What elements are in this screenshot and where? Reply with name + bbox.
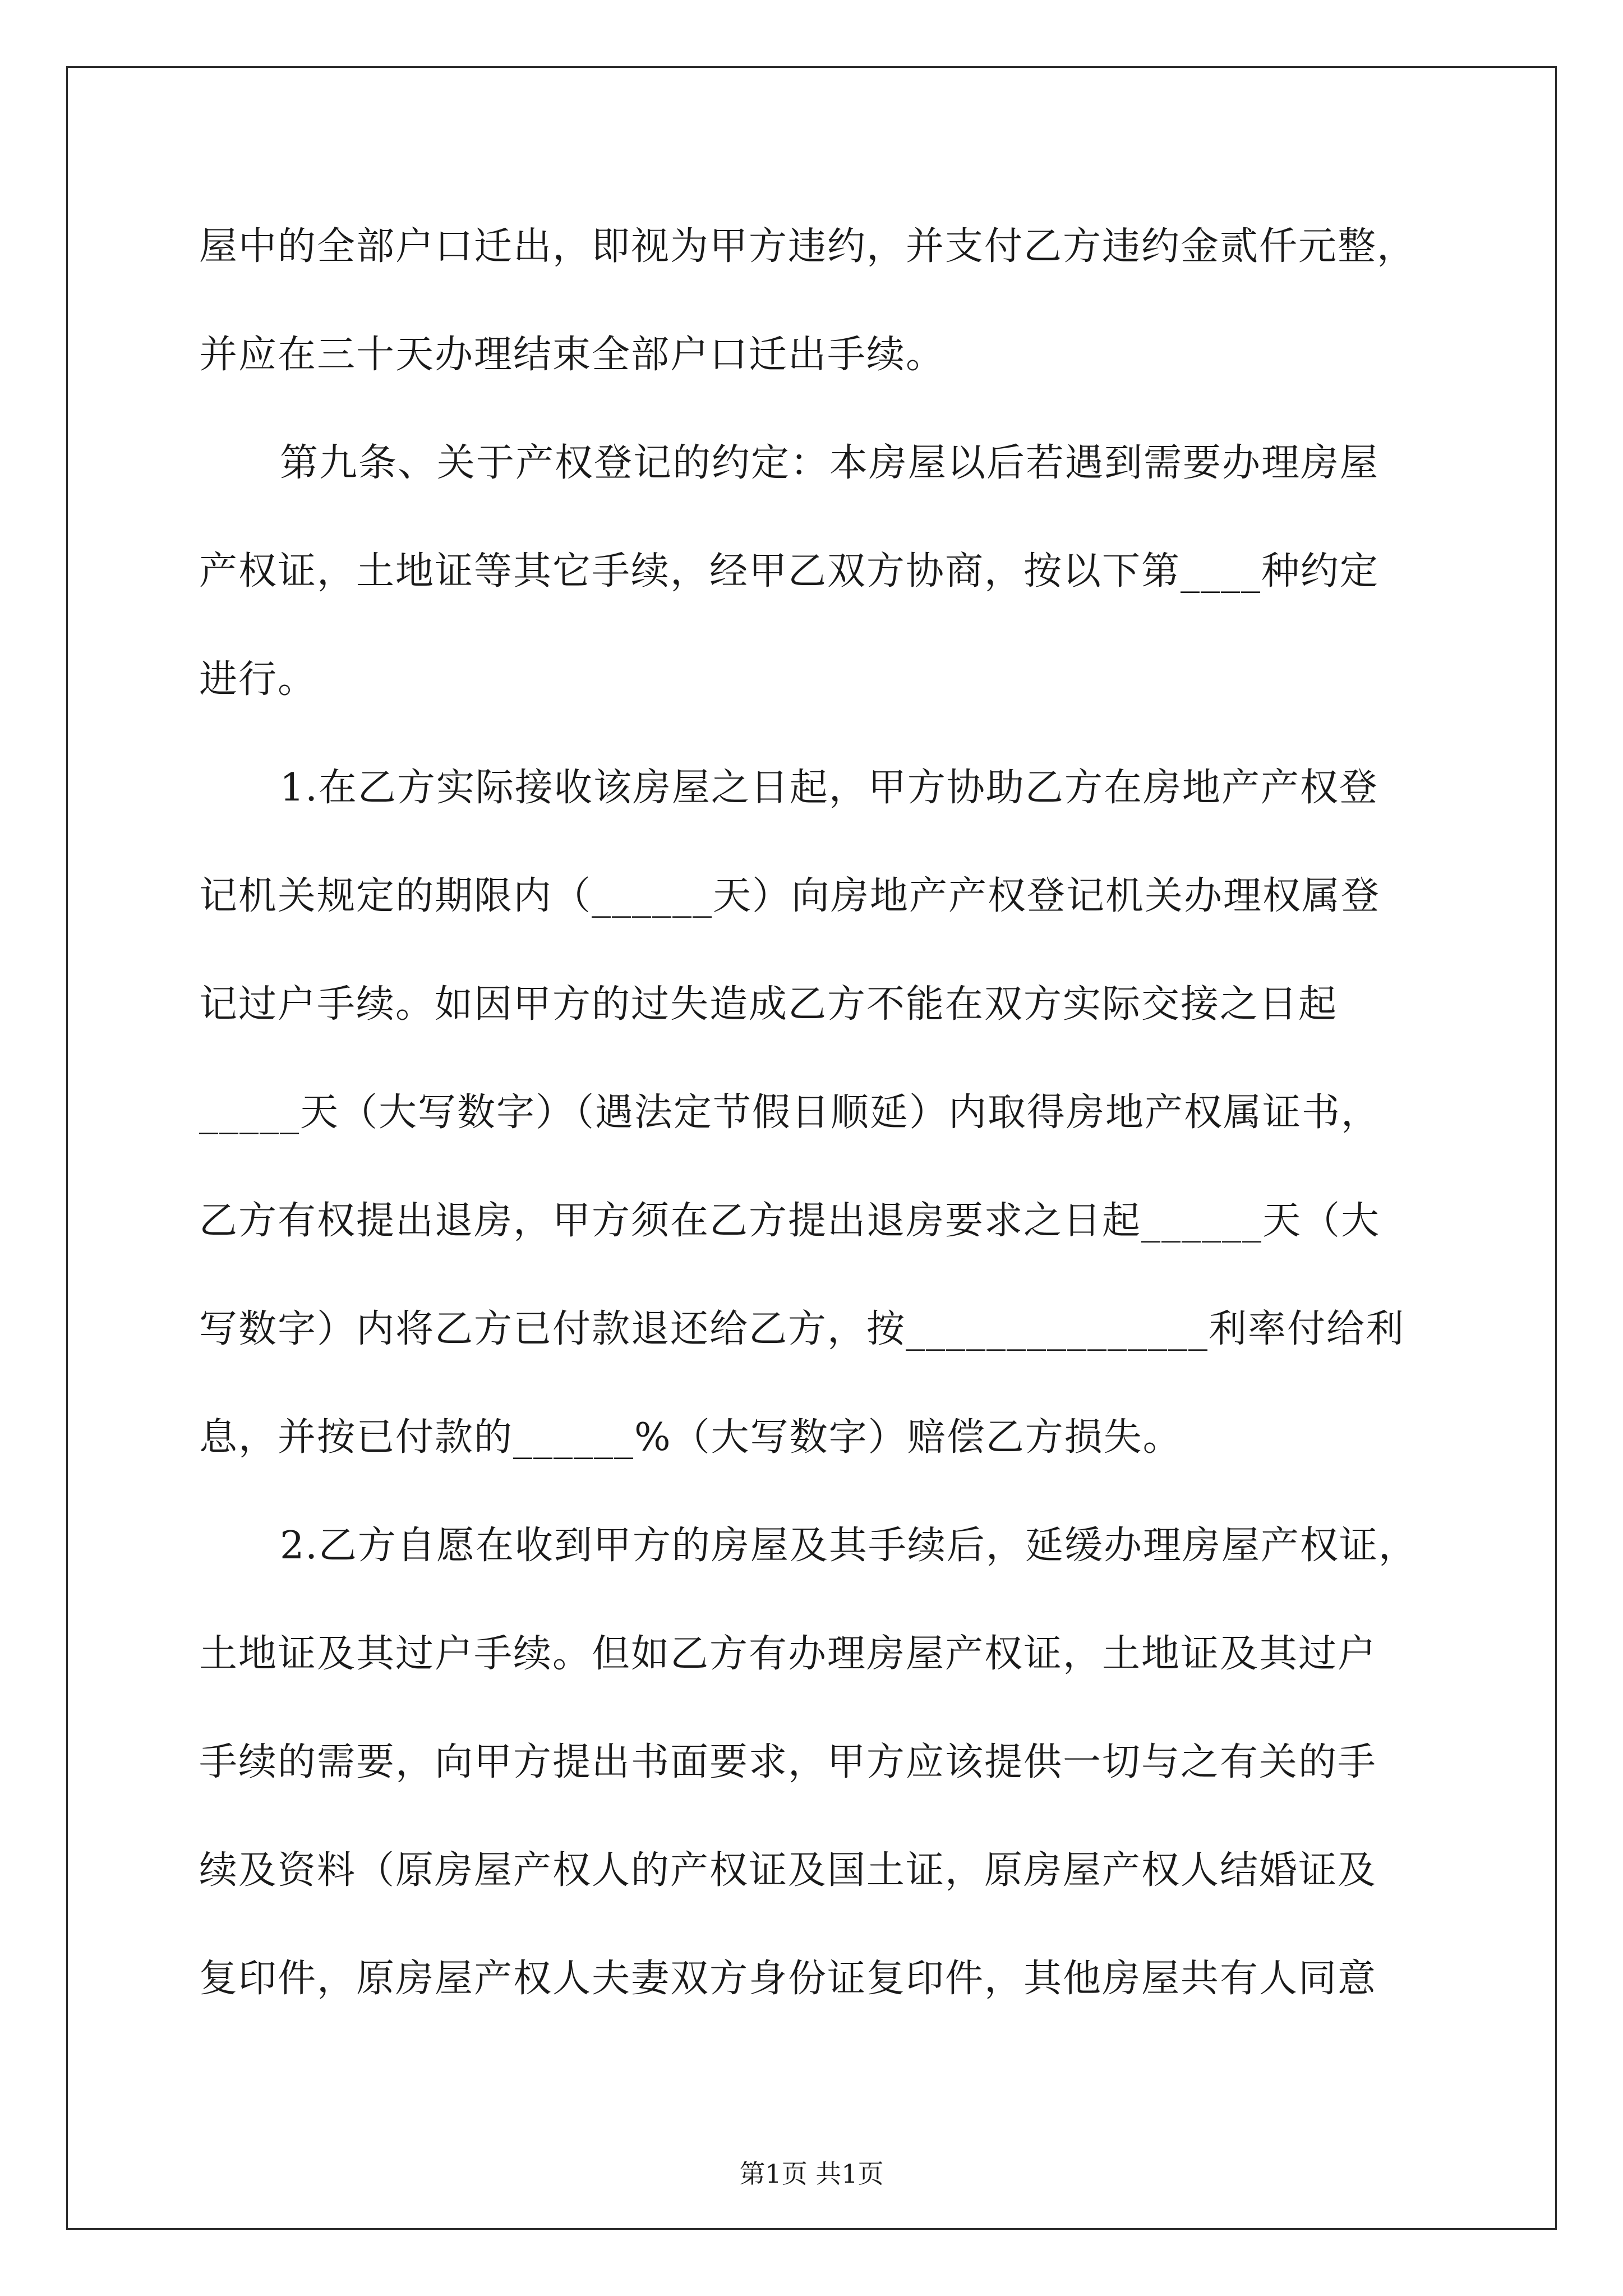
paragraph-start-line: 第九条、关于产权登记的约定：本房屋以后若遇到需要办理房屋: [280, 441, 1380, 485]
page-number-footer: 第1页 共1页: [739, 2159, 884, 2189]
text-line: 记过户手续。如因甲方的过失造成乙方不能在双方实际交接之日起: [199, 982, 1338, 1027]
text-line: 产权证，土地证等其它手续，经甲乙双方协商，按以下第____种约定: [199, 549, 1380, 593]
text-line: _____天（大写数字）（遇法定节假日顺延）内取得房地产权属证书，: [199, 1091, 1381, 1135]
paragraph-start-line: 1.在乙方实际接收该房屋之日起，甲方协助乙方在房地产产权登: [280, 766, 1378, 810]
text-line: 并应在三十天办理结束全部户口迁出手续。: [199, 333, 946, 377]
text-line: 手续的需要，向甲方提出书面要求，甲方应该提供一切与之有关的手: [199, 1740, 1377, 1784]
text-line: 乙方有权提出退房，甲方须在乙方提出退房要求之日起______天（大: [199, 1199, 1381, 1243]
text-line: 土地证及其过户手续。但如乙方有办理房屋产权证，土地证及其过户: [199, 1632, 1377, 1676]
text-line: 续及资料（原房屋产权人的产权证及国土证，原房屋产权人结婚证及: [199, 1848, 1377, 1893]
text-line: 复印件，原房屋产权人夫妻双方身份证复印件，其他房屋共有人同意: [199, 1957, 1377, 2001]
text-line: 进行。: [199, 657, 317, 702]
paragraph-start-line: 2.乙方自愿在收到甲方的房屋及其手续后，延缓办理房屋产权证，: [280, 1524, 1418, 1568]
text-line: 写数字）内将乙方已付款退还给乙方，按_______________利率付给利: [199, 1307, 1405, 1351]
text-line: 屋中的全部户口迁出，即视为甲方违约，并支付乙方违约金贰仟元整，: [199, 224, 1417, 269]
text-line: 记机关规定的期限内（______天）向房地产产权登记机关办理权属登: [199, 874, 1381, 918]
text-line: 息，并按已付款的______%（大写数字）赔偿乙方损失。: [199, 1415, 1182, 1460]
page-border: [66, 66, 1557, 2230]
